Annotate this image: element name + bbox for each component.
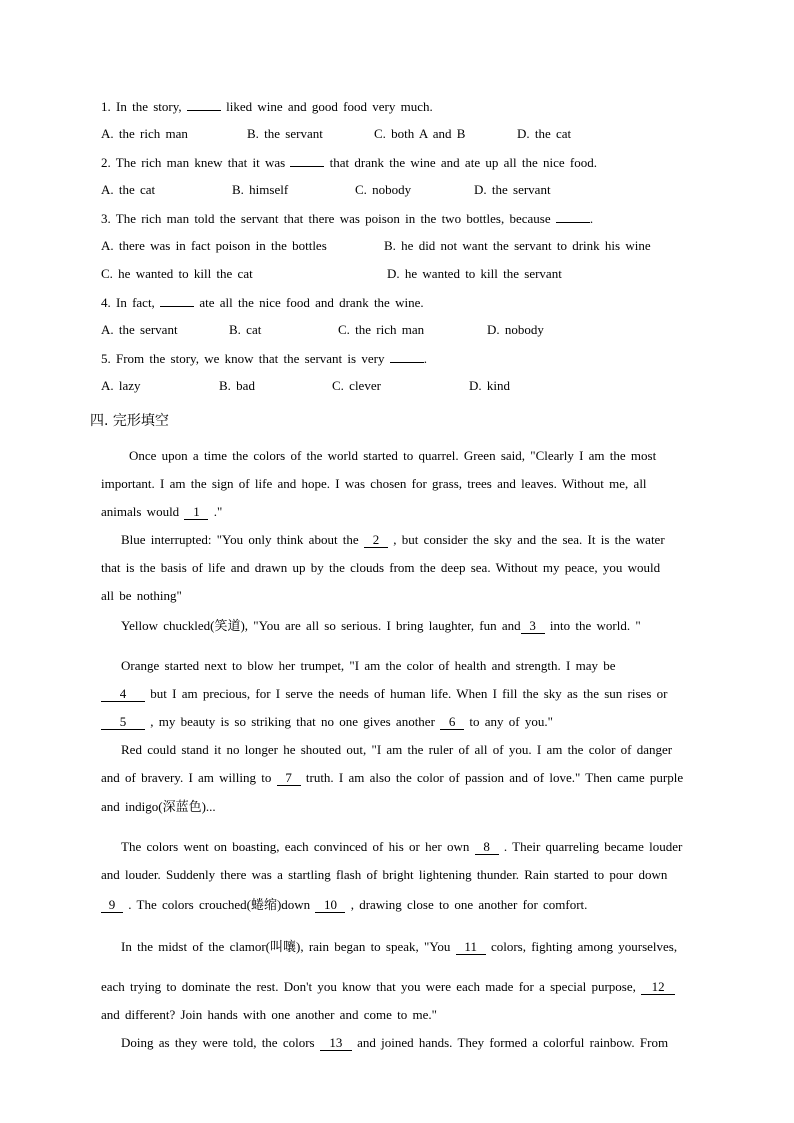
passage-line [101,714,553,730]
cloze-blank-6: 6 [440,715,464,730]
passage-line: and indigo(深蓝色)... [101,799,216,814]
passage-text: In the midst of the clamor(叫嚷), rain began to speak, "You [121,939,456,954]
passage-line [101,686,667,702]
question-2-text-before: 2. The rich man knew that it was [101,155,291,170]
question-5-stem [101,350,427,367]
passage-line [121,1035,668,1051]
answer-blank [187,98,221,111]
answer-blank [290,154,324,167]
option-b: B. he did not want the servant to drink his wine [384,238,651,253]
option-c: C. the rich man [338,322,425,337]
passage-line: that is the basis of life and drawn up by the clouds from the deep sea. Without my peace, you would [101,560,661,575]
answer-blank [556,210,590,223]
passage-line: Once upon a time the colors of the world started to quarrel. Green said, "Clearly I am the most [129,448,657,463]
question-3-text-before: 3. The rich man told the servant that there was poison in the two bottles, because [101,211,556,226]
passage-text: to any of you." [464,714,553,729]
passage-line [121,939,677,955]
passage-text: Yellow chuckled(笑道), "You are all so serious. I bring laughter, fun and [121,618,521,633]
cloze-blank-5: 5 [101,715,145,730]
passage-text: truth. I am also the color of passion and of love." Then came purple [300,770,684,785]
passage-line: Orange started next to blow her trumpet, "I am the color of health and strength. I may be [121,658,616,673]
passage-text: , drawing close to one another for comfort. [345,897,588,912]
passage-line [101,897,587,913]
question-1-text-before: 1. In the story, [101,99,187,114]
option-b: B. himself [232,182,289,197]
option-c: C. nobody [355,182,412,197]
passage-text: , my beauty is so striking that no one gives another [145,714,441,729]
option-b: B. the servant [247,126,323,141]
question-5-text-after: . [423,351,427,366]
cloze-blank-3: 3 [521,619,545,634]
option-d: D. kind [469,378,510,393]
option-d: D. the cat [517,126,572,141]
question-4-stem [101,294,424,311]
cloze-blank-4: 4 [101,687,145,702]
passage-text: but I am precious, for I serve the needs of human life. When I fill the sky as the sun rises or [145,686,668,701]
passage-text: colors, fighting among yourselves, [485,939,678,954]
passage-text: and of bravery. I am willing to [101,770,277,785]
cloze-blank-13: 13 [320,1036,352,1051]
answer-blank [390,350,424,363]
question-4-text-before: 4. In fact, [101,295,161,310]
passage-text: ." [208,504,223,519]
question-1-stem [101,98,433,115]
option-d: D. nobody [487,322,544,337]
passage-text: . The colors crouched(蜷缩)down [123,897,316,912]
option-b: B. bad [219,378,255,393]
cloze-blank-12: 12 [641,980,675,995]
passage-text: . Their quarreling became louder [498,839,683,854]
passage-text: into the world. " [544,618,641,633]
passage-text: Doing as they were told, the colors [121,1035,320,1050]
cloze-blank-7: 7 [277,771,301,786]
section-title: 四. 完形填空 [90,413,169,429]
cloze-blank-8: 8 [475,840,499,855]
option-b: B. cat [229,322,262,337]
passage-line [101,770,683,786]
passage-text: , but consider the sky and the sea. It is the water [387,532,665,547]
question-4-text-after: ate all the nice food and drank the wine. [194,295,424,310]
question-2-stem [101,154,597,171]
passage-text: each trying to dominate the rest. Don't you know that you were each made for a special purpose, [101,979,642,994]
cloze-blank-11: 11 [456,940,486,955]
option-a: A. the rich man [101,126,188,141]
passage-line [101,979,675,995]
option-d: D. he wanted to kill the servant [387,266,562,281]
option-a: A. the cat [101,182,156,197]
passage-text: animals would [101,504,185,519]
cloze-blank-9: 9 [101,898,123,913]
passage-line [121,532,665,548]
cloze-blank-10: 10 [315,898,345,913]
passage-line: all be nothing" [101,588,182,603]
question-5-text-before: 5. From the story, we know that the servant is very [101,351,390,366]
option-c: C. both A and B [374,126,466,141]
passage-text: and joined hands. They formed a colorful rainbow. From [351,1035,669,1050]
option-a: A. there was in fact poison in the bottles [101,238,327,253]
option-c: C. clever [332,378,381,393]
passage-line: and louder. Suddenly there was a startling flash of bright lightening thunder. Rain started to pour down [101,867,668,882]
question-1-text-after: liked wine and good food very much. [220,99,433,114]
passage-line: important. I am the sign of life and hope. I was chosen for grass, trees and leaves. Without me, all [101,476,647,491]
passage-text: The colors went on boasting, each convinced of his or her own [121,839,475,854]
option-d: D. the servant [474,182,551,197]
passage-line: and different? Join hands with one another and come to me." [101,1007,437,1022]
passage-line [101,504,222,520]
passage-line: Red could stand it no longer he shouted out, "I am the ruler of all of you. I am the color of danger [121,742,673,757]
passage-line [121,618,641,634]
cloze-blank-1: 1 [184,505,208,520]
question-3-stem [101,210,593,227]
option-c: C. he wanted to kill the cat [101,266,253,281]
passage-line [121,839,682,855]
question-2-text-after: that drank the wine and ate up all the nice food. [324,155,597,170]
passage-text: Blue interrupted: "You only think about the [121,532,364,547]
cloze-blank-2: 2 [364,533,388,548]
option-a: A. the servant [101,322,178,337]
question-3-text-after: . [589,211,594,226]
answer-blank [160,294,194,307]
option-a: A. lazy [101,378,141,393]
